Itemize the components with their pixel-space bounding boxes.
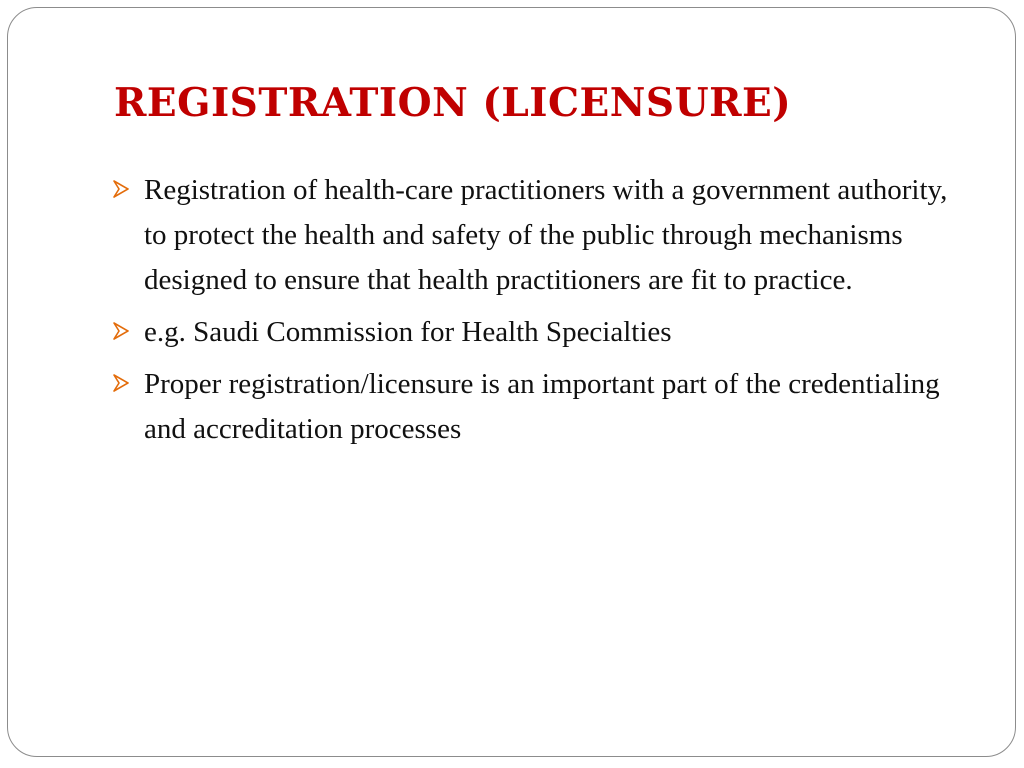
bullet-text: Proper registration/licensure is an important part of the credentialing and accreditation processes <box>144 368 940 445</box>
bullet-list <box>112 168 952 459</box>
slide-title: REGISTRATION (LICENSURE) <box>114 80 792 126</box>
arrowhead-bullet-icon <box>112 374 130 392</box>
arrowhead-bullet-icon <box>112 322 130 340</box>
bullet-item <box>112 310 952 355</box>
bullet-item <box>112 362 952 452</box>
bullet-text: Registration of health-care practitioners with a government authority, to protect the health and safety of the public through mechanisms designed to ensure that health practitioners are fit to practice. <box>144 174 948 296</box>
bullet-item <box>112 168 952 303</box>
arrowhead-bullet-icon <box>112 180 130 198</box>
bullet-text: e.g. Saudi Commission for Health Specialties <box>144 316 672 348</box>
